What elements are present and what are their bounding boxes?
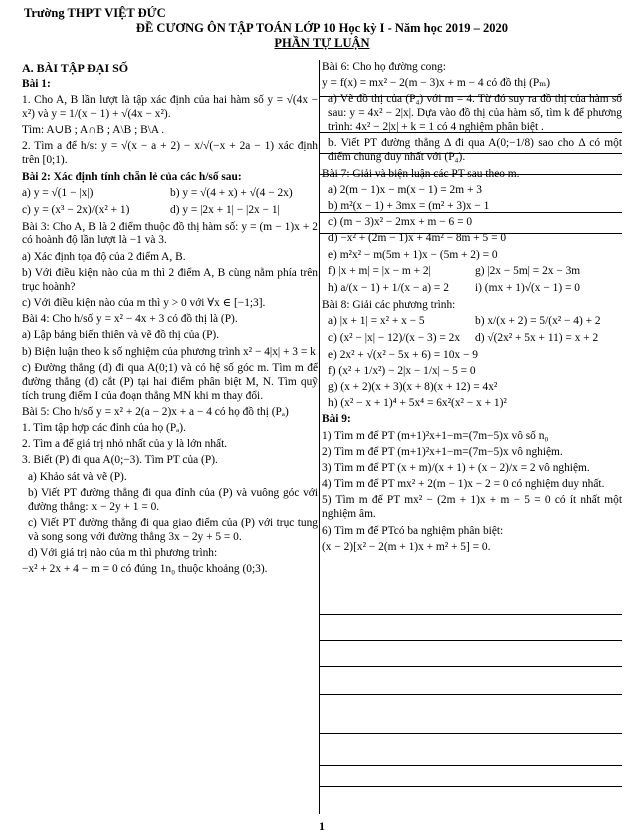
exercise-item: c) Đường thẳng (d) đi qua A(0;1) và có hệ số góc m. Tìm m để đường thẳng (d) cắt (P) tại hai điểm phân biệt M, N. Tìm quỹ tích trung điểm I của đoạn thẳng MN khi m thay đổi. xyxy=(22,361,318,402)
exercise-item: 1) Tìm m để PT (m+1)²x+1−m=(7m−5)x vô số n₀ xyxy=(322,429,549,442)
exercise-item: 1. Tìm tập hợp các đỉnh của họ (Pₐ). xyxy=(22,422,186,435)
exercise-item: 3) Tìm m để PT (x + m)/(x + 1) + (x − 2)/x = 2 vô nghiệm. xyxy=(322,462,590,474)
exercise-item: y = f(x) = mx² − 2(m − 3)x + m − 4 có đồ thị (Pₘ) xyxy=(322,77,551,90)
exercise-item: c) Với điều kiện nào của m thì y > 0 với ∀x ∈ [−1;3]. xyxy=(22,296,266,309)
exercise-item: 3. Biết (P) đi qua A(0;−3). Tìm PT của (P). xyxy=(22,454,218,467)
rule xyxy=(320,733,622,734)
exercise-item: d) −x² + (2m − 1)x + 4m² − 8m + 5 = 0 xyxy=(328,232,507,245)
exercise-heading: Bài 1: xyxy=(22,77,51,90)
exercise-item: a) y = √(1 − |x|) xyxy=(22,186,94,199)
part-heading: A. BÀI TẬP ĐẠI SỐ xyxy=(22,61,129,75)
exercise-item: a) Vẽ đồ thị của (P₄) với m = 4. Từ đó suy ra đồ thị của hàm số sau: y = 4x² − 2|x|. Dựa vào đồ thị của hàm số, tìm k để phương trình: 4x² − 2|x| + k = 1 có 4 nghiệm phân biệt . xyxy=(328,93,622,134)
rule xyxy=(320,694,622,695)
exercise-item: b) x/(x + 2) = 5/(x² − 4) + 2 xyxy=(475,314,601,327)
exercise-heading: Bài 2: Xác định tính chẵn lẻ của các h/số sau: xyxy=(22,170,242,183)
exercise-item: e) m²x² − m(5m + 1)x − (5m + 2) = 0 xyxy=(328,248,498,261)
exercise-item: 1. Cho A, B lần lượt là tập xác định của hai hàm số y = √(4x − x²) và y = 1/(x − 1) + √(4x − x²). xyxy=(22,94,318,121)
exercise-item: 6) Tìm m để PTcó ba nghiệm phân biệt: xyxy=(322,524,504,537)
rule xyxy=(320,640,622,641)
exercise-item: b) m²(x − 1) + 3mx = (m² + 3)x − 1 xyxy=(328,199,490,212)
exercise-item: Bài 3: Cho A, B là 2 điểm thuộc đồ thị hàm số: y = (m − 1)x + 2 có hoành độ lần lượt là −1 và 3. xyxy=(22,220,318,247)
rule xyxy=(320,614,622,615)
exercise-item: d) Với giá trị nào của m thì phương trình: xyxy=(28,547,218,560)
exercise-item: b) Viết PT đường thẳng đi qua đỉnh của (P) và vuông góc với đường thẳng: x − 2y + 1 = 0. xyxy=(28,486,318,513)
exercise-item: a) Xác định tọa độ của 2 điểm A, B. xyxy=(22,250,186,263)
exercise-item: d) y = |2x + 1| − |2x − 1| xyxy=(170,203,280,216)
exercise-item: c) Viết PT đường thẳng đi qua giao điểm của (P) với trục tung và song song với đường thẳng 3x − 2y + 5 = 0. xyxy=(28,516,318,543)
exercise-item: b) y = √(4 + x) + √(4 − 2x) xyxy=(170,186,293,199)
exercise-item: a) |x + 1| = x² + x − 5 xyxy=(328,314,425,327)
exercise-item: 4) Tìm m để PT mx² + 2(m − 1)x − 2 = 0 có nghiệm duy nhất. xyxy=(322,478,605,491)
exercise-item: g) |2x − 5m| = 2x − 3m xyxy=(475,264,581,277)
exercise-heading: Bài 7: Giải và biện luận các PT sau theo m. xyxy=(322,167,520,180)
left-column xyxy=(22,61,318,579)
exercise-item: h) (x² − x + 1)⁴ + 5x⁴ = 6x²(x² − x + 1)² xyxy=(328,397,507,410)
exercise-item: 2. Tìm a để h/s: y = √(x − a + 2) − x/√(−x + 2a − 1) xác định trên [0;1). xyxy=(22,140,318,167)
exercise-item: f) (x² + 1/x²) − 2|x − 1/x| − 5 = 0 xyxy=(328,364,476,377)
rule xyxy=(320,786,622,787)
exercise-heading: Bài 8: Giải các phương trình: xyxy=(322,298,456,311)
exercise-item: e) 2x² + √(x² − 5x + 6) = 10x − 9 xyxy=(328,348,478,361)
rule xyxy=(320,666,622,667)
school-name: Trường THPT VIỆT ĐỨC xyxy=(24,6,166,20)
right-column xyxy=(322,61,622,557)
page-number: 1 xyxy=(319,819,325,833)
exercise-item: b. Viết PT đường thẳng Δ đi qua A(0;−1/8) sao cho Δ có một điểm chung duy nhất với (P₄). xyxy=(328,137,622,164)
exercise-item: b) Biện luận theo k số nghiệm của phương trình x² − 4|x| + 3 = k xyxy=(22,345,316,358)
exercise-item: 2. Tìm a để giá trị nhỏ nhất của y là lớn nhất. xyxy=(22,438,228,451)
exercise-item: Bài 5: Cho h/số y = x² + 2(a − 2)x + a − 4 có họ đồ thị (Pₐ) xyxy=(22,405,289,418)
exercise-item: i) (mx + 1)√(x − 1) = 0 xyxy=(475,281,580,294)
exercise-item: f) |x + m| = |x − m + 2| xyxy=(328,264,431,277)
exercise-item: d) √(2x² + 5x + 11) = x + 2 xyxy=(475,331,599,344)
document-title: ĐỀ CƯƠNG ÔN TẬP TOÁN LỚP 10 Học kỳ I - Năm học 2019 – 2020 xyxy=(135,21,509,35)
exercise-item: Tìm: A∪B ; A∩B ; A\B ; B\A . xyxy=(22,124,165,137)
exercise-item: Bài 4: Cho h/số y = x² − 4x + 3 có đồ thị là (P). xyxy=(22,313,238,326)
exercise-item: c) y = (x³ − 2x)/(x² + 1) xyxy=(22,203,130,216)
section-title: PHẦN TỰ LUẬN xyxy=(274,36,370,50)
exercise-item: g) (x + 2)(x + 3)(x + 8)(x + 12) = 4x² xyxy=(328,380,498,393)
exercise-item: h) a/(x − 1) + 1/(x − a) = 2 xyxy=(328,281,449,294)
rule xyxy=(320,765,622,766)
exercise-item: 5) Tìm m để PT mx² − (2m + 1)x + m − 5 = 0 có ít nhất một nghiệm âm. xyxy=(322,494,622,521)
exercise-item: b) Với điều kiện nào của m thì 2 điểm A, B cùng nằm phía trên trục hoành? xyxy=(22,266,318,293)
exercise-item: 2) Tìm m để PT (m+1)²x+1−m=(7m−5)x vô nghiệm. xyxy=(322,445,563,458)
exercise-item: c) (m − 3)x² − 2mx + m − 6 = 0 xyxy=(328,216,473,229)
exercise-item: a) Lập bảng biến thiên và vẽ đồ thị của (P). xyxy=(22,329,220,342)
exercise-item: c) (x² − |x| − 12)/(x − 3) = 2x xyxy=(328,331,461,344)
exercise-heading: Bài 6: Cho họ đường cong: xyxy=(322,61,446,73)
exercise-item: −x² + 2x + 4 − m = 0 có đúng 1n₀ thuộc khoảng (0;3). xyxy=(22,563,268,576)
exercise-item: a) 2(m − 1)x − m(x − 1) = 2m + 3 xyxy=(328,183,482,196)
exercise-heading: Bài 9: xyxy=(322,413,351,426)
exercise-item: (x − 2)[x² − 2(m + 1)x + m² + 5] = 0. xyxy=(322,540,491,553)
exercise-item: a) Khảo sát và vẽ (P). xyxy=(28,470,127,483)
